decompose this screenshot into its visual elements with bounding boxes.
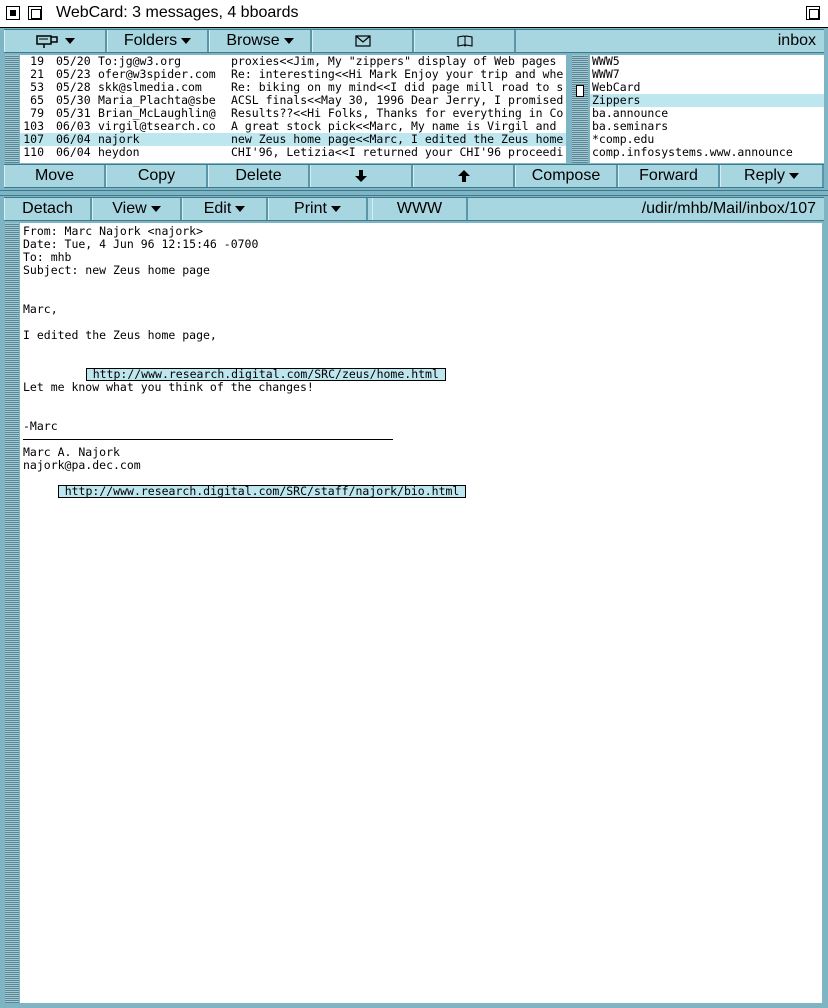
- chevron-down-icon: [284, 38, 294, 44]
- browse-menu-button[interactable]: [209, 30, 312, 52]
- browse-label: Browse: [226, 32, 280, 49]
- reply-label: Reply: [744, 167, 785, 184]
- bboard-button[interactable]: [414, 30, 516, 52]
- header-date: Date: Tue, 4 Jun 96 12:15:46 -0700: [23, 237, 259, 251]
- window-title: WebCard: 3 messages, 4 bboards: [56, 4, 299, 21]
- window-maximize-icon[interactable]: [806, 6, 820, 20]
- mailbox-icon: [35, 33, 61, 49]
- message-scrollbar[interactable]: [5, 223, 19, 1003]
- message-subject: Re: biking on my mind<<I did page mill road to s: [231, 81, 564, 94]
- message-number: 21: [30, 68, 44, 81]
- chevron-down-icon: [331, 206, 341, 212]
- message-subject: Re: interesting<<Hi Mark Enjoy your trip and whe: [231, 68, 564, 81]
- signoff: -Marc: [23, 419, 58, 433]
- folders-menu-button[interactable]: [107, 30, 209, 52]
- previous-message-button[interactable]: [413, 165, 515, 187]
- message-subject: new Zeus home page<<Marc, I edited the Zeus home: [231, 133, 564, 146]
- message-list-scrollbar[interactable]: [5, 55, 19, 163]
- edit-menu-button[interactable]: [182, 198, 268, 220]
- chevron-down-icon: [151, 206, 161, 212]
- bboard-list-scrollbar[interactable]: [572, 55, 588, 163]
- move-label: Move: [34, 167, 75, 184]
- message-from: To:jg@w3.org: [98, 55, 182, 68]
- body-line-1: I edited the Zeus home page,: [23, 328, 217, 342]
- message-row[interactable]: [20, 55, 566, 68]
- header-subject: Subject: new Zeus home page: [23, 263, 210, 277]
- compose-label: Compose: [531, 167, 601, 184]
- frame-bottom: [0, 1003, 828, 1008]
- message-row[interactable]: [20, 133, 566, 146]
- message-row[interactable]: [20, 146, 566, 159]
- envelope-icon: [355, 35, 371, 47]
- bio-link[interactable]: http://www.research.digital.com/SRC/staff/najork/bio.html: [58, 485, 467, 498]
- message-number: 79: [30, 107, 44, 120]
- message-view: [20, 223, 822, 1003]
- message-subject: ACSL finals<<May 30, 1996 Dear Jerry, I promised: [231, 94, 564, 107]
- chevron-down-icon: [789, 173, 799, 179]
- message-from: Brian_McLaughlin@: [98, 107, 216, 120]
- message-row[interactable]: [20, 94, 566, 107]
- delete-label: Delete: [235, 167, 282, 184]
- mail-button[interactable]: [312, 30, 414, 52]
- folders-label: Folders: [123, 32, 178, 49]
- message-row[interactable]: [20, 107, 566, 120]
- www-label: WWW: [396, 200, 443, 217]
- copy-button[interactable]: [106, 165, 208, 187]
- bboard-list: [590, 55, 824, 163]
- message-date: 05/30: [56, 94, 91, 107]
- bboard-item[interactable]: WWW5: [592, 55, 620, 68]
- message-date: 06/04: [56, 146, 91, 159]
- header-from: From: Marc Najork <najork>: [23, 224, 204, 238]
- bboard-item[interactable]: Zippers: [590, 94, 824, 107]
- print-label: Print: [294, 200, 327, 217]
- message-date: 05/23: [56, 68, 91, 81]
- scroll-thumb[interactable]: [576, 85, 584, 97]
- message-subject: Results??<<Hi Folks, Thanks for everything in Co: [231, 107, 564, 120]
- message-from: skk@slmedia.com: [98, 81, 202, 94]
- bboard-item[interactable]: WebCard: [592, 80, 641, 94]
- window-iconify-icon[interactable]: [28, 6, 42, 20]
- message-number: 110: [23, 146, 44, 159]
- message-number: 65: [30, 94, 44, 107]
- body-line-2: Let me know what you think of the changes!: [23, 380, 314, 394]
- message-date: 05/31: [56, 107, 91, 120]
- mailbox-menu-button[interactable]: [4, 30, 107, 52]
- message-list: [20, 55, 566, 163]
- reply-menu-button[interactable]: [720, 165, 824, 187]
- message-number: 53: [30, 81, 44, 94]
- delete-button[interactable]: [208, 165, 310, 187]
- move-button[interactable]: [4, 165, 106, 187]
- book-icon: [457, 35, 473, 47]
- greeting: Marc,: [23, 302, 58, 316]
- bboard-item[interactable]: comp.infosystems.www.announce: [592, 145, 793, 159]
- bboard-item[interactable]: *comp.edu: [592, 132, 655, 146]
- message-subject: proxies<<Jim, My "zippers" display of Web pages: [231, 55, 557, 68]
- pane-splitter[interactable]: [0, 190, 828, 196]
- detach-button[interactable]: [4, 198, 92, 220]
- viewer-toolbar: [4, 197, 824, 221]
- copy-label: Copy: [137, 167, 176, 184]
- message-row[interactable]: [20, 68, 566, 81]
- view-label: View: [112, 200, 147, 217]
- signature-email: najork@pa.dec.com: [23, 458, 141, 472]
- message-date: 06/03: [56, 120, 91, 133]
- title-bar: [0, 0, 828, 28]
- message-date: 05/28: [56, 81, 91, 94]
- bboard-item[interactable]: WWW7: [592, 67, 620, 81]
- forward-button[interactable]: [618, 165, 720, 187]
- arrow-down-icon: [353, 170, 369, 182]
- chevron-down-icon: [235, 206, 245, 212]
- forward-label: Forward: [639, 167, 698, 184]
- bboard-item[interactable]: ba.announce: [592, 106, 669, 120]
- message-row[interactable]: [20, 81, 566, 94]
- message-from: ofer@w3spider.com: [98, 68, 216, 81]
- message-number: 107: [23, 133, 44, 146]
- current-folder-label: inbox: [777, 32, 816, 49]
- action-toolbar: [4, 164, 824, 188]
- main-toolbar: [4, 29, 824, 53]
- message-from: Maria_Plachta@sbe: [98, 94, 216, 107]
- edit-label: Edit: [203, 200, 232, 217]
- message-row[interactable]: [20, 120, 566, 133]
- message-date: 06/04: [56, 133, 91, 146]
- message-number: 103: [23, 120, 44, 133]
- message-from: virgil@tsearch.co: [98, 120, 216, 133]
- www-button[interactable]: [372, 198, 468, 220]
- bboard-item[interactable]: ba.seminars: [592, 119, 669, 133]
- arrow-up-icon: [456, 170, 472, 182]
- signature-name: Marc A. Najork: [23, 445, 120, 459]
- chevron-down-icon: [65, 38, 75, 44]
- message-subject: A great stock pick<<Marc, My name is Virgil and: [231, 120, 557, 133]
- message-number: 19: [30, 55, 44, 68]
- compose-button[interactable]: [515, 165, 618, 187]
- header-to: To: mhb: [23, 250, 72, 264]
- next-message-button[interactable]: [310, 165, 413, 187]
- message-path: /udir/mhb/Mail/inbox/107: [641, 200, 816, 217]
- chevron-down-icon: [181, 38, 191, 44]
- window-menu-icon[interactable]: [6, 6, 20, 20]
- signature-divider: [23, 439, 393, 440]
- view-menu-button[interactable]: [92, 198, 182, 220]
- message-date: 05/20: [56, 55, 91, 68]
- detach-label: Detach: [22, 200, 73, 217]
- zeus-home-link[interactable]: http://www.research.digital.com/SRC/zeus/home.html: [86, 368, 446, 381]
- message-from: heydon: [98, 146, 140, 159]
- message-subject: CHI'96, Letizia<<I returned your CHI'96 proceedi: [231, 146, 564, 159]
- message-from: najork: [98, 133, 140, 146]
- print-menu-button[interactable]: [268, 198, 368, 220]
